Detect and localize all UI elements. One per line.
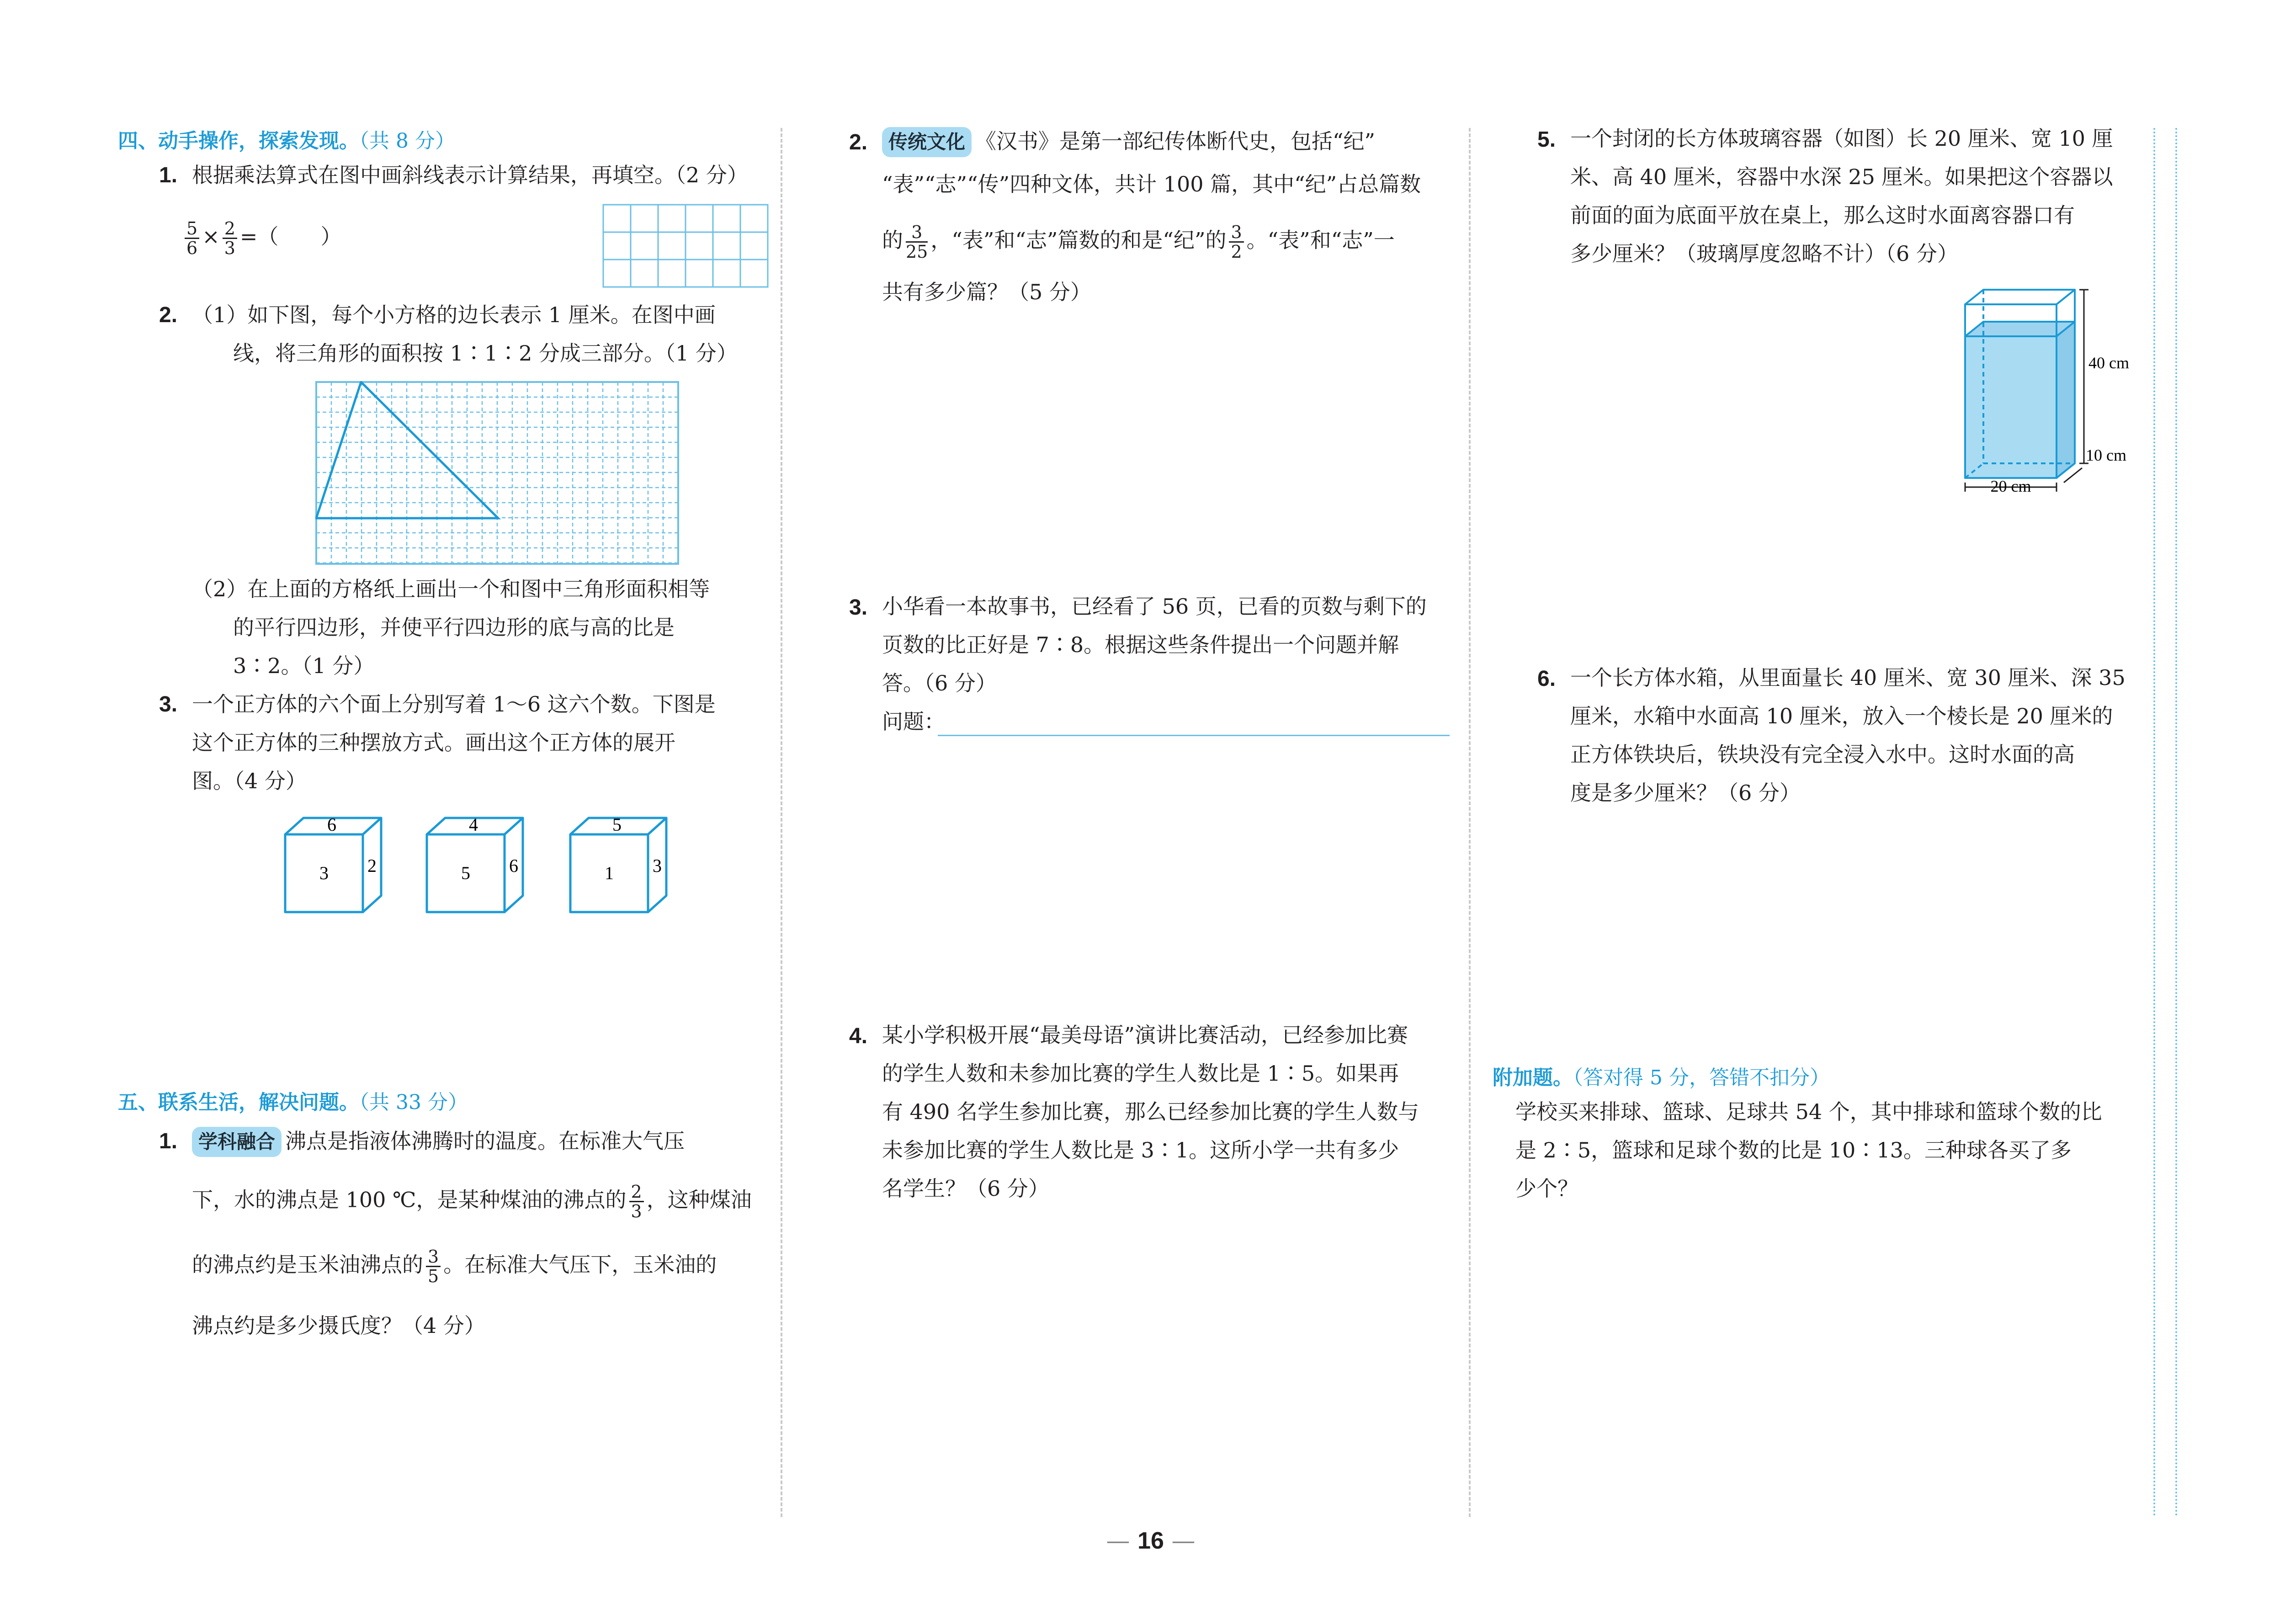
s4-q3-line1: 一个正方体的六个面上分别写着 1～6 这六个数。下图是 bbox=[192, 692, 716, 716]
page-footer: — 16 — bbox=[1106, 1527, 1196, 1555]
s4-q1-number: 1. bbox=[159, 163, 178, 187]
cube-3-front: 1 bbox=[605, 863, 614, 883]
s5-q4-line4: 未参加比赛的学生人数比是 3∶1。这所小学一共有多少 bbox=[882, 1138, 1399, 1162]
s5-q2-line1: 传统文化 《汉书》是第一部纪传体断代史，包括“纪” bbox=[882, 127, 1375, 157]
s4-q1-expression: $\frac{5}{6}$ × $\frac{2}{3}$ =（ ） bbox=[182, 219, 341, 257]
bonus-line2: 是 2∶5，篮球和足球个数的比是 10∶13。三种球各买了多 bbox=[1515, 1138, 2072, 1162]
s4-q1-text: 根据乘法算式在图中画斜线表示计算结果，再填空。（2 分） bbox=[192, 163, 748, 187]
s5-q3-number: 3. bbox=[849, 595, 868, 620]
s5-q4-line5: 名学生？（6 分） bbox=[882, 1176, 1049, 1201]
s4-q3-line3: 图。（4 分） bbox=[192, 769, 307, 793]
s5-q6-line3: 正方体铁块后，铁块没有完全浸入水中。这时水面的高 bbox=[1570, 742, 2075, 767]
s4-q2-p1-line1: （1）如下图，每个小方格的边长表示 1 厘米。在图中画 bbox=[192, 303, 716, 327]
s5-q2-line2: “表”“志”“传”四种文体，共计 100 篇，其中“纪”占总篇数 bbox=[882, 172, 1421, 196]
cube-1 bbox=[281, 813, 390, 918]
s5-q3-line1: 小华看一本故事书，已经看了 56 页，已看的页数与剩下的 bbox=[882, 594, 1427, 619]
bonus-points: （答对得 5 分，答错不扣分） bbox=[1573, 1066, 1830, 1089]
s5-q6-number: 6. bbox=[1537, 667, 1556, 691]
s4-q3-number: 3. bbox=[159, 692, 178, 716]
cube-3 bbox=[566, 813, 675, 918]
section5-title: 五、联系生活，解决问题。（共 33 分） bbox=[118, 1091, 468, 1114]
fraction-3-5: $\frac{3}{5}$ bbox=[426, 1247, 441, 1285]
bonus-line3: 少个？ bbox=[1515, 1176, 1578, 1201]
q1-shading-grid[interactable] bbox=[602, 204, 769, 288]
column-divider-right bbox=[1469, 128, 1471, 1517]
bonus-title: 附加题。（答对得 5 分，答错不扣分） bbox=[1493, 1066, 1830, 1089]
s5-q1-line3: 的沸点约是玉米油沸点的 $\frac{3}{5}$ 。在标准大气压下，玉米油的 bbox=[192, 1247, 717, 1286]
s4-q2-p2-line3: 3∶2。（1 分） bbox=[233, 653, 375, 678]
s5-q2-line3: 的 $\frac{3}{25}$ ，“表”和“志”篇数的和是“纪”的 $\frac{3}{2}$ 。“表”和“志”一 bbox=[882, 222, 1395, 262]
cube-1-front: 3 bbox=[319, 863, 329, 883]
section4-title: 四、动手操作，探索发现。（共 8 分） bbox=[118, 129, 455, 153]
s5-q1-line2: 下，水的沸点是 100 ℃，是某种煤油的沸点的 $\frac{2}{3}$ ，这种煤油 bbox=[192, 1182, 752, 1221]
s5-q4-line1: 某小学积极开展“最美母语”演讲比赛活动，已经参加比赛 bbox=[882, 1023, 1408, 1047]
label-height: 40 cm bbox=[2088, 354, 2129, 372]
section4-points: （共 8 分） bbox=[359, 129, 455, 153]
cube-3-side: 3 bbox=[653, 855, 662, 876]
s5-q3-line2: 页数的比正好是 7∶8。根据这些条件提出一个问题并解 bbox=[882, 632, 1399, 657]
cube-3-top: 5 bbox=[612, 814, 622, 835]
cube-1-top: 6 bbox=[327, 814, 336, 835]
page-number: 16 bbox=[1137, 1528, 1164, 1554]
s5-q6-line4: 度是多少厘米？（6 分） bbox=[1570, 780, 1801, 805]
s5-q4-line2: 的学生人数和未参加比赛的学生人数比是 1∶5。如果再 bbox=[882, 1061, 1399, 1086]
glass-container-diagram bbox=[1951, 279, 2143, 503]
binding-edge bbox=[2153, 128, 2177, 1517]
s5-q6-line2: 厘米，水箱中水面高 10 厘米，放入一个棱长是 20 厘米的 bbox=[1570, 704, 2113, 728]
s5-q5-line1: 一个封闭的长方体玻璃容器（如图）长 20 厘米、宽 10 厘 bbox=[1570, 126, 2113, 151]
fraction-2-3: $\frac{2}{3}$ bbox=[223, 219, 237, 257]
answer-blank: =（ ） bbox=[239, 224, 342, 249]
tag-traditional-culture: 传统文化 bbox=[882, 127, 972, 157]
s4-q2-p2-line2: 的平行四边形，并使平行四边形的底与高的比是 bbox=[233, 615, 675, 640]
s5-q3-line3: 答。（6 分） bbox=[882, 671, 997, 695]
s4-q2-p2-line1: （2）在上面的方格纸上画出一个和图中三角形面积相等 bbox=[192, 577, 710, 601]
fraction-3-25: $\frac{3}{25}$ bbox=[906, 222, 928, 262]
s5-q5-line3: 前面的面为底面平放在桌上，那么这时水面离容器口有 bbox=[1570, 203, 2075, 228]
question-answer-line[interactable] bbox=[938, 735, 1450, 736]
column-divider-left bbox=[781, 128, 782, 1517]
cube-2-top: 4 bbox=[469, 814, 478, 835]
cube-1-side: 2 bbox=[367, 855, 377, 876]
label-width: 10 cm bbox=[2086, 446, 2126, 464]
s5-q3-label: 问题： bbox=[882, 709, 945, 734]
s5-q6-line1: 一个长方体水箱，从里面量长 40 厘米、宽 30 厘米、深 35 bbox=[1570, 665, 2126, 690]
tag-subject-fusion: 学科融合 bbox=[192, 1127, 282, 1157]
s5-q1-number: 1. bbox=[159, 1129, 178, 1153]
s5-q1-line1: 学科融合 沸点是指液体沸腾时的温度。在标准大气压 bbox=[192, 1127, 685, 1157]
cube-2-front: 5 bbox=[461, 863, 470, 883]
s4-q2-number: 2. bbox=[159, 303, 178, 327]
s5-q5-number: 5. bbox=[1537, 127, 1556, 152]
bonus-line1: 学校买来排球、篮球、足球共 54 个，其中排球和篮球个数的比 bbox=[1515, 1099, 2102, 1124]
triangle-grid[interactable] bbox=[315, 381, 679, 565]
s5-q1-line4: 沸点约是多少摄氏度？（4 分） bbox=[192, 1313, 485, 1338]
s4-q2-p1-line2: 线，将三角形的面积按 1∶1∶2 分成三部分。（1 分） bbox=[233, 341, 738, 366]
s5-q5-line4: 多少厘米？（玻璃厚度忽略不计）（6 分） bbox=[1570, 241, 1958, 266]
section5-points: （共 33 分） bbox=[359, 1091, 468, 1114]
s5-q2-line4: 共有多少篇？（5 分） bbox=[882, 280, 1091, 304]
cube-2-side: 6 bbox=[509, 855, 518, 876]
s4-q3-line2: 这个正方体的三种摆放方式。画出这个正方体的展开 bbox=[192, 730, 675, 755]
label-length: 20 cm bbox=[1990, 477, 2031, 495]
cube-2 bbox=[422, 813, 532, 918]
s5-q4-line3: 有 490 名学生参加比赛，那么已经参加比赛的学生人数与 bbox=[882, 1099, 1419, 1124]
s5-q5-line2: 米、高 40 厘米，容器中水深 25 厘米。如果把这个容器以 bbox=[1570, 165, 2113, 189]
fraction-2-3: $\frac{2}{3}$ bbox=[629, 1183, 644, 1221]
s5-q4-number: 4. bbox=[849, 1024, 868, 1048]
fraction-3-2: $\frac{3}{2}$ bbox=[1229, 223, 1243, 261]
fraction-5-6: $\frac{5}{6}$ bbox=[185, 219, 199, 257]
s5-q2-number: 2. bbox=[849, 130, 868, 154]
